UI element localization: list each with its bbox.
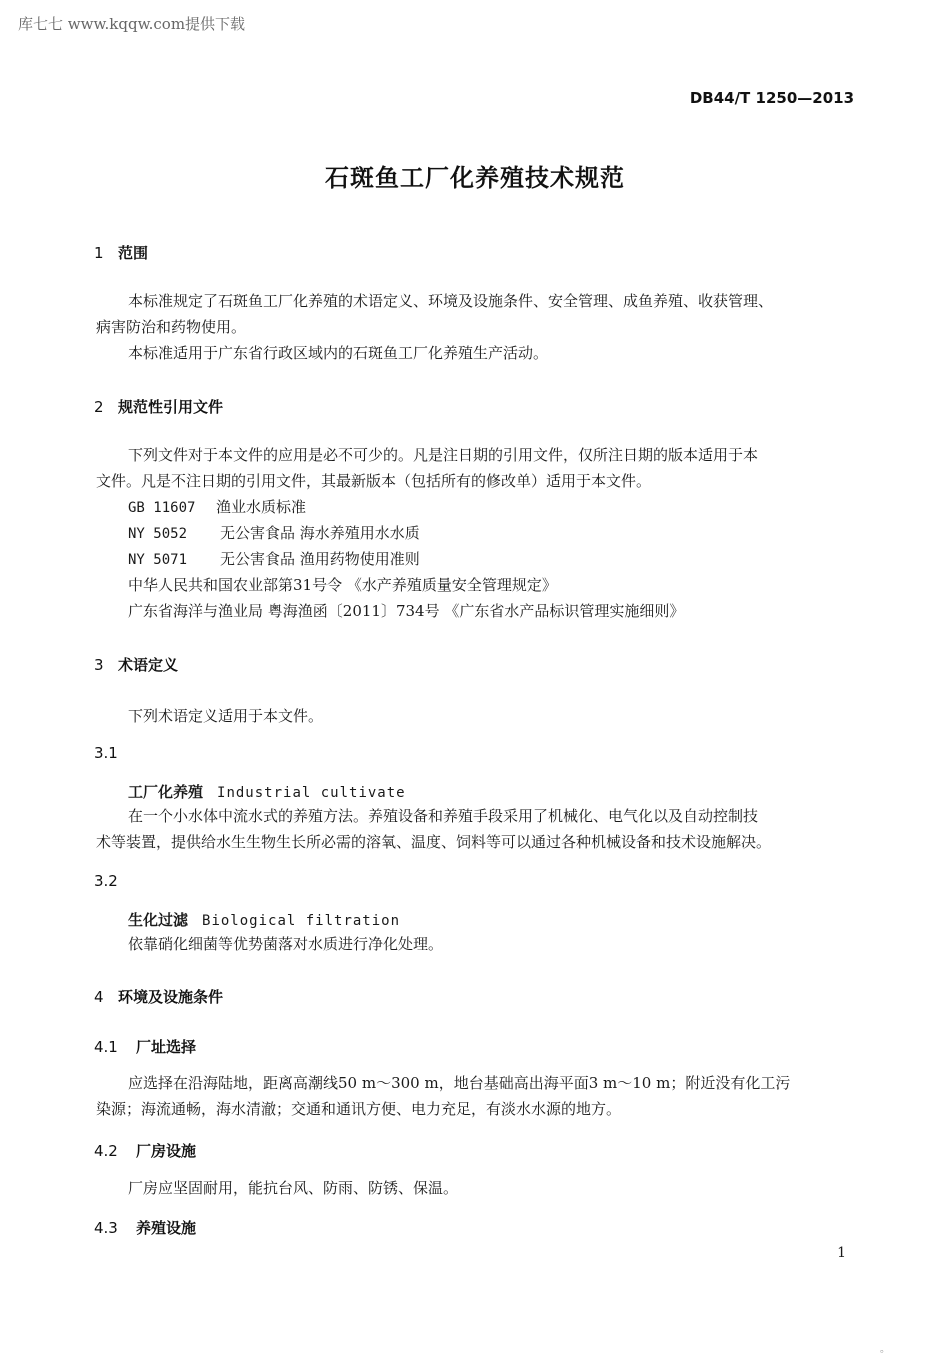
clause-number: 3.1 (94, 744, 118, 762)
paragraph-line: 下列术语定义适用于本文件。 (128, 707, 324, 725)
section-number: 4 (94, 988, 104, 1006)
section-1-heading (94, 242, 148, 263)
section-number: 4.3 (94, 1219, 118, 1237)
reference-code: NY 5052 (128, 526, 188, 542)
reference-item (128, 546, 420, 573)
corner-mark: 。 (880, 1344, 890, 1355)
reference-name: 渔业水质标准 (216, 498, 307, 516)
section-title: 范围 (118, 244, 149, 262)
subsection-4-3-heading (94, 1217, 196, 1238)
page-number: 1 (837, 1245, 846, 1261)
section-number: 4.1 (94, 1038, 118, 1056)
page-title: 石斑鱼工厂化养殖技术规范 (325, 164, 625, 192)
section-4-heading (94, 986, 223, 1007)
term-chinese: 生化过滤 (128, 911, 189, 929)
paragraph-line: 下列文件对于本文件的应用是必不可少的。凡是注日期的引用文件，仅所注日期的版本适用于本 (128, 446, 759, 464)
paragraph-line: 依靠硝化细菌等优势菌落对水质进行净化处理。 (128, 935, 444, 953)
term-entry (128, 779, 406, 806)
section-number: 1 (94, 244, 104, 262)
reference-name: 无公害食品 海水养殖用水水质 (220, 524, 420, 542)
section-number: 2 (94, 398, 104, 416)
paragraph-line: 病害防治和药物使用。 (96, 318, 247, 336)
reference-item (128, 494, 306, 521)
section-title: 厂址选择 (136, 1038, 197, 1056)
subsection-4-2-heading (94, 1140, 196, 1161)
term-entry (128, 907, 400, 934)
section-number: 4.2 (94, 1142, 118, 1160)
watermark: 库七七 www.kqqw.com提供下载 (18, 15, 246, 33)
reference-code: GB 11607 (128, 500, 196, 516)
paragraph-line: 术等装置，提供给水生生物生长所必需的溶氧、温度、饲料等可以通过各种机械设备和技术设施解决。 (96, 833, 772, 851)
section-title: 环境及设施条件 (118, 988, 224, 1006)
section-title: 术语定义 (118, 656, 179, 674)
paragraph-line: 应选择在沿海陆地，距离高潮线50 m～300 m，地台基础高出海平面3 m～10 m；附近没有化工污 (128, 1074, 791, 1092)
paragraph-line: 本标准适用于广东省行政区域内的石斑鱼工厂化养殖生产活动。 (128, 344, 549, 362)
section-title: 养殖设施 (136, 1219, 197, 1237)
reference-item: 广东省海洋与渔业局 粤海渔函〔2011〕734号 《广东省水产品标识管理实施细则》 (128, 602, 685, 620)
paragraph-line: 本标准规定了石斑鱼工厂化养殖的术语定义、环境及设施条件、安全管理、成鱼养殖、收获管理、 (128, 292, 774, 310)
paragraph-line: 厂房应坚固耐用，能抗台风、防雨、防锈、保温。 (128, 1179, 459, 1197)
term-english: Biological filtration (202, 913, 401, 929)
term-english: Industrial cultivate (217, 785, 406, 801)
paragraph-line: 染源；海流通畅，海水清澈；交通和通讯方便、电力充足，有淡水水源的地方。 (96, 1100, 622, 1118)
reference-code: NY 5071 (128, 552, 188, 568)
reference-item: 中华人民共和国农业部第31号令 《水产养殖质量安全管理规定》 (128, 576, 557, 594)
term-chinese: 工厂化养殖 (128, 783, 204, 801)
section-number: 3 (94, 656, 104, 674)
paragraph-line: 在一个小水体中流水式的养殖方法。养殖设备和养殖手段采用了机械化、电气化以及自动控制技 (128, 807, 759, 825)
section-title: 厂房设施 (136, 1142, 197, 1160)
section-3-heading (94, 654, 178, 675)
reference-item (128, 520, 420, 547)
clause-number: 3.2 (94, 872, 118, 890)
reference-name: 无公害食品 渔用药物使用准则 (220, 550, 420, 568)
document-number: DB44/T 1250—2013 (689, 89, 854, 107)
subsection-4-1-heading (94, 1036, 196, 1057)
section-title: 规范性引用文件 (118, 398, 224, 416)
section-2-heading (94, 396, 223, 417)
paragraph-line: 文件。凡是不注日期的引用文件，其最新版本（包括所有的修改单）适用于本文件。 (96, 472, 652, 490)
